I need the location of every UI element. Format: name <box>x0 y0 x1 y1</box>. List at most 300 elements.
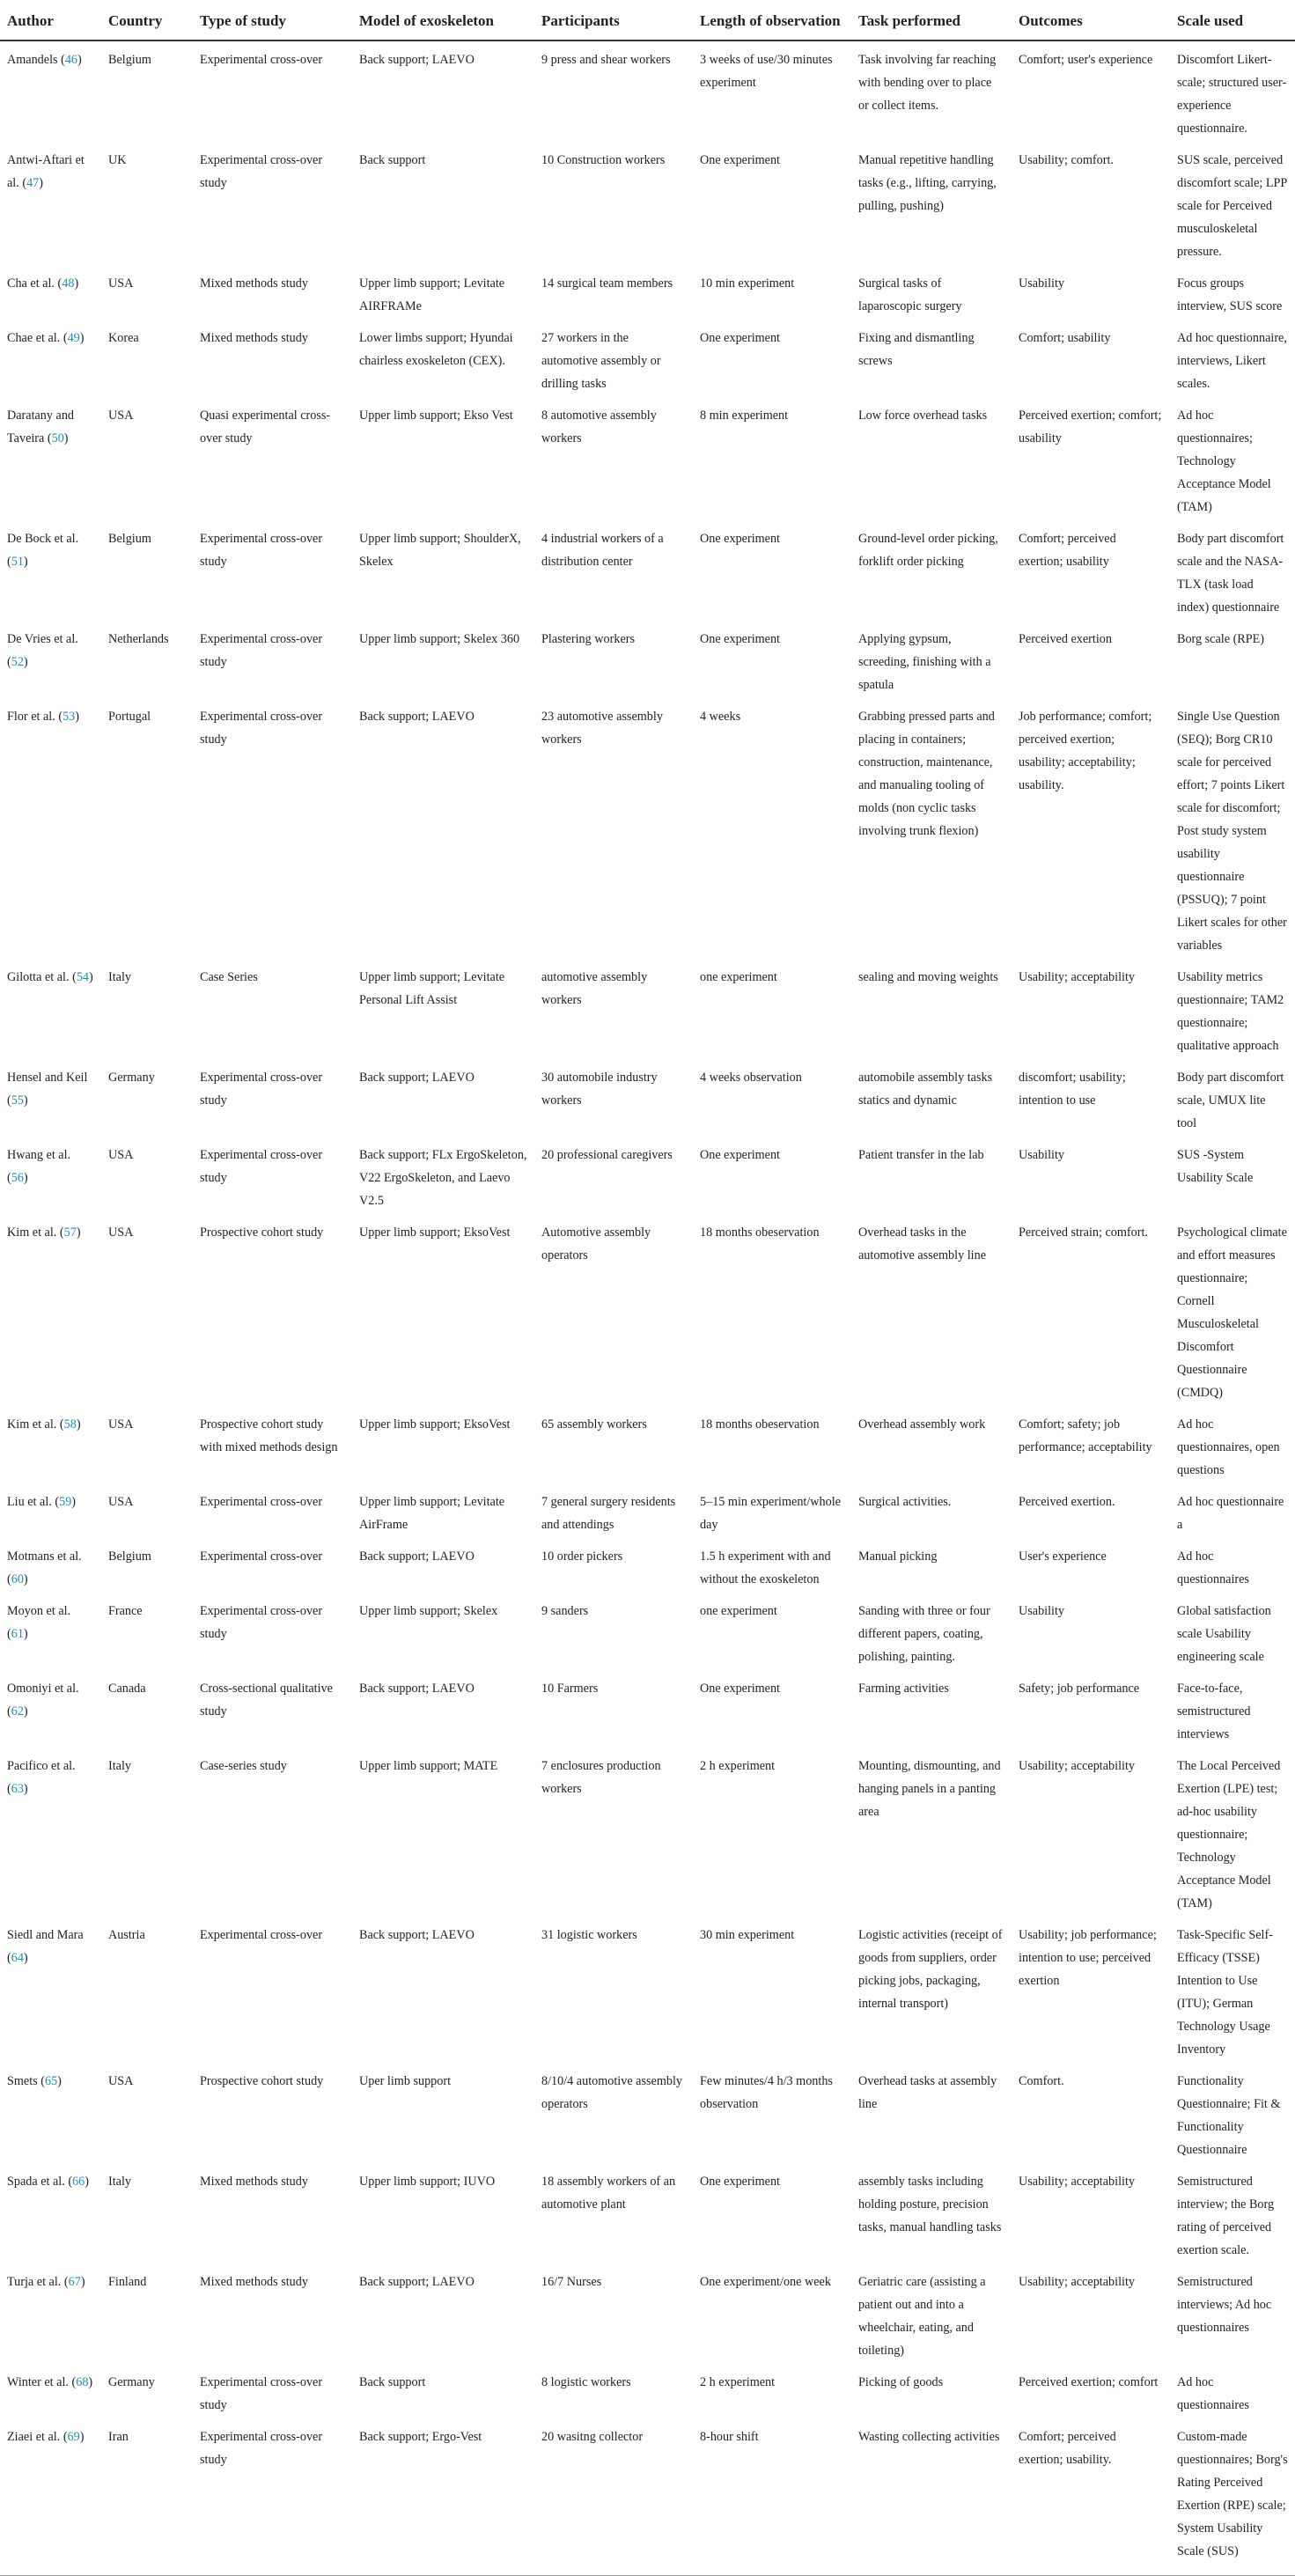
cell-model-of-exoskeleton: Back support; Ergo-Vest <box>352 2418 534 2576</box>
author-name: De Vries et al. <box>7 632 78 646</box>
cell-outcomes: Usability; acceptability <box>1019 1759 1135 1773</box>
reference-link[interactable]: 62 <box>11 1704 24 1719</box>
cell-scale-used: Task-Specific Self-Efficacy (TSSE) Intention to Use (ITU); German Technology Usage Inventory <box>1177 1928 1273 2057</box>
cell-scale-used: Discomfort Likert-scale; structured user-experience questionnaire. <box>1177 53 1287 136</box>
cell-author: Antwi-Aftari et al. (47) <box>7 153 85 190</box>
cell-type-of-study: Experimental cross-over study <box>200 1148 323 1185</box>
column-header-country: Country <box>101 0 193 40</box>
cell-author: Chae et al. (49) <box>7 331 85 345</box>
cell-author: Siedl and Mara (64) <box>7 1928 84 1965</box>
cell-outcomes: Usability; acceptability <box>1019 970 1135 984</box>
cell-model-of-exoskeleton: Back support <box>359 2375 426 2389</box>
cell-model-of-exoskeleton: Back support; LAEVO <box>359 53 475 67</box>
cell-author: De Bock et al. (51) <box>7 532 79 569</box>
cell-author: Amandels (46) <box>7 53 82 67</box>
cell-outcomes: Usability <box>1019 1604 1065 1618</box>
cell-length-of-observation: One experiment/one week <box>700 2275 831 2289</box>
cell-type-of-study: Mixed methods study <box>200 2275 308 2289</box>
cell-participants: 4 industrial workers of a distribution center <box>541 532 664 569</box>
author-name: Kim et al. <box>7 1225 57 1240</box>
cell-task-performed: Overhead tasks at assembly line <box>858 2074 997 2111</box>
cell-type-of-study: Experimental cross-over <box>200 1495 323 1509</box>
table-row <box>0 1483 1295 1538</box>
cell-author: Gilotta et al. (54) <box>7 970 93 984</box>
cell-country: Austria <box>108 1928 145 1942</box>
cell-country: USA <box>108 1495 134 1509</box>
cell-country: USA <box>108 408 134 423</box>
reference-link[interactable]: 68 <box>76 2375 89 2389</box>
cell-participants: 7 general surgery residents and attendings <box>541 1495 676 1532</box>
table-row <box>0 2163 1295 2263</box>
cell-scale-used: Body part discomfort scale and the NASA-TLX (task load index) questionnaire <box>1177 532 1284 615</box>
cell-participants: 10 order pickers <box>541 1549 623 1564</box>
cell-task-performed: assembly tasks including holding posture, precision tasks, manual handling tasks <box>858 2175 1002 2234</box>
table-row <box>0 1593 1295 1670</box>
reference-link[interactable]: 59 <box>59 1495 72 1509</box>
cell-scale-used: Ad hoc questionnaires <box>1177 2375 1249 2412</box>
cell-participants: Plastering workers <box>541 632 635 646</box>
cell-country: UK <box>108 153 127 167</box>
cell-model-of-exoskeleton: Upper limb support; IUVO <box>359 2175 496 2189</box>
cell-task-performed: Sanding with three or four different papers, coating, polishing, painting. <box>858 1604 990 1664</box>
cell-length-of-observation: 4 weeks <box>700 710 741 724</box>
cell-country: Iran <box>101 2418 193 2576</box>
cell-participants: 27 workers in the automotive assembly or drilling tasks <box>541 331 661 391</box>
cell-country: Portugal <box>108 710 151 724</box>
cell-length-of-observation: One experiment <box>700 1148 780 1162</box>
cell-author: Turja et al. (67) <box>7 2275 85 2289</box>
author-name: Omoniyi et al. <box>7 1682 79 1696</box>
cell-task-performed: Overhead tasks in the automotive assembly line <box>858 1225 986 1262</box>
cell-outcomes: Usability; comfort. <box>1019 153 1114 167</box>
cell-participants: 31 logistic workers <box>541 1928 637 1942</box>
cell-scale-used: Semistructured interviews; Ad hoc questionnaires <box>1177 2275 1272 2335</box>
table-row <box>0 2418 1295 2576</box>
cell-task-performed: Patient transfer in the lab <box>858 1148 984 1162</box>
reference-link[interactable]: 49 <box>67 331 80 345</box>
cell-task-performed: Geriatric care (assisting a patient out and into a wheelchair, eating, and toileting) <box>858 2275 986 2358</box>
cell-country: Belgium <box>108 53 151 67</box>
table-row <box>0 1670 1295 1748</box>
cell-model-of-exoskeleton: Back support; LAEVO <box>359 1071 475 1085</box>
cell-model-of-exoskeleton: Uper limb support <box>359 2074 452 2088</box>
cell-task-performed: Manual repetitive handling tasks (e.g., lifting, carrying, pulling, pushing) <box>858 153 997 213</box>
reference-link[interactable]: 54 <box>76 970 89 984</box>
cell-scale-used: Focus groups interview, SUS score <box>1177 276 1283 313</box>
header-row <box>0 0 1295 40</box>
cell-length-of-observation: One experiment <box>700 532 780 546</box>
table-row <box>0 40 1295 142</box>
cell-outcomes: Perceived strain; comfort. <box>1019 1225 1148 1240</box>
cell-participants: 9 sanders <box>541 1604 589 1618</box>
cell-task-performed: Fixing and dismantling screws <box>858 331 975 368</box>
author-name: Chae et al. <box>7 331 61 345</box>
cell-participants: Automotive assembly operators <box>541 1225 651 1262</box>
cell-participants: 9 press and shear workers <box>541 53 671 67</box>
cell-participants: 8 logistic workers <box>541 2375 631 2389</box>
cell-task-performed: Overhead assembly work <box>858 1417 986 1432</box>
cell-type-of-study: Prospective cohort study with mixed methods design <box>200 1417 338 1454</box>
table-body <box>0 40 1295 2576</box>
cell-length-of-observation: 4 weeks observation <box>700 1071 802 1085</box>
reference-link[interactable]: 50 <box>51 431 64 445</box>
table-row <box>0 1059 1295 1137</box>
reference-link[interactable]: 52 <box>11 655 24 669</box>
cell-model-of-exoskeleton: Upper limb support; Levitate AIRFRAMe <box>359 276 505 313</box>
cell-type-of-study: Experimental cross-over study <box>200 1071 323 1108</box>
cell-outcomes: Comfort. <box>1019 2074 1064 2088</box>
cell-length-of-observation: One experiment <box>700 331 780 345</box>
cell-task-performed: sealing and moving weights <box>858 970 998 984</box>
cell-type-of-study: Experimental cross-over study <box>200 1604 323 1641</box>
column-header-type-of-study: Type of study <box>193 0 352 40</box>
table-row <box>0 698 1295 959</box>
cell-length-of-observation: One experiment <box>700 632 780 646</box>
cell-outcomes: User's experience <box>1019 1549 1107 1564</box>
cell-type-of-study: Case Series <box>200 970 258 984</box>
author-name: Daratany and Taveira <box>7 408 75 445</box>
cell-scale-used: The Local Perceived Exertion (LPE) test; ad-hoc usability questionnaire; Technology Acceptance Model (TAM) <box>1177 1759 1281 1910</box>
reference-link[interactable]: 57 <box>63 1225 77 1240</box>
reference-link[interactable]: 47 <box>26 176 40 190</box>
cell-outcomes: Comfort; usability <box>1019 331 1111 345</box>
author-name: Siedl and Mara <box>7 1928 84 1942</box>
author-name: Motmans et al. <box>7 1549 82 1564</box>
cell-length-of-observation: 10 min experiment <box>700 276 795 291</box>
cell-type-of-study: Experimental cross-over <box>200 53 323 67</box>
cell-outcomes: Comfort; safety; job performance; acceptability <box>1019 1417 1152 1454</box>
cell-outcomes: Usability; job performance; intention to use; perceived exertion <box>1019 1928 1157 1988</box>
cell-outcomes: Usability <box>1019 276 1065 291</box>
cell-length-of-observation: 8-hour shift <box>693 2418 851 2576</box>
cell-model-of-exoskeleton: Upper limb support; Levitate Personal Lift Assist <box>359 970 505 1007</box>
cell-model-of-exoskeleton: Upper limb support; ShoulderX, Skelex <box>359 532 521 569</box>
column-header-participants: Participants <box>534 0 693 40</box>
cell-task-performed: Applying gypsum, screeding, finishing with a spatula <box>858 632 991 692</box>
cell-participants: 16/7 Nurses <box>541 2275 602 2289</box>
reference-link[interactable]: 60 <box>11 1572 24 1586</box>
cell-task-performed: Manual picking <box>858 1549 938 1564</box>
column-header-author: Author <box>0 0 101 40</box>
cell-task-performed: Grabbing pressed parts and placing in containers; construction, maintenance, and manualing tooling of molds (non cyclic tasks involving trunk flexion) <box>858 710 995 838</box>
cell-participants: 23 automotive assembly workers <box>541 710 663 747</box>
table-row <box>0 1917 1295 2063</box>
cell-scale-used: Single Use Question (SEQ); Borg CR10 scale for perceived effort; 7 points Likert scale for discomfort; Post study system usability questionnaire (PSSUQ); 7 point Likert scales for other variables <box>1177 710 1287 953</box>
cell-length-of-observation: 2 h experiment <box>700 1759 776 1773</box>
cell-scale-used: Psychological climate and effort measures questionnaire; Cornell Musculoskeletal Discomfort Questionnaire (CMDQ) <box>1177 1225 1287 1400</box>
author-name: Smets <box>7 2074 38 2088</box>
author-name: Cha et al. <box>7 276 55 291</box>
cell-type-of-study: Mixed methods study <box>200 331 308 345</box>
cell-task-performed: Mounting, dismounting, and hanging panels in a panting area <box>858 1759 1001 1819</box>
cell-outcomes: Usability; acceptability <box>1019 2175 1135 2189</box>
cell-country: USA <box>108 276 134 291</box>
cell-participants: 8 automotive assembly workers <box>541 408 657 445</box>
cell-country: Belgium <box>108 1549 151 1564</box>
cell-author: Moyon et al. (61) <box>7 1604 71 1641</box>
table-row <box>0 959 1295 1059</box>
reference-link[interactable]: 51 <box>11 555 24 569</box>
table-row <box>0 621 1295 698</box>
cell-type-of-study: Experimental cross-over <box>200 1549 323 1564</box>
cell-outcomes: Perceived exertion <box>1019 632 1112 646</box>
cell-type-of-study: Prospective cohort study <box>200 1225 324 1240</box>
author-name: Ziaei et al. <box>7 2430 61 2444</box>
cell-scale-used: Usability metrics questionnaire; TAM2 questionnaire; qualitative approach <box>1177 970 1284 1053</box>
cell-author: Cha et al. (48) <box>7 276 79 291</box>
cell-outcomes: Perceived exertion; comfort; usability <box>1019 408 1162 445</box>
cell-scale-used: Ad hoc questionnaire a <box>1177 1495 1284 1532</box>
cell-country: USA <box>108 1417 134 1432</box>
reference-link[interactable]: 61 <box>11 1627 24 1641</box>
cell-length-of-observation: 3 weeks of use/30 minutes experiment <box>700 53 833 90</box>
cell-model-of-exoskeleton: Upper limb support; Ekso Vest <box>359 408 513 423</box>
cell-model-of-exoskeleton: Upper limb support; Skelex 360 <box>359 632 520 646</box>
table-row <box>0 397 1295 520</box>
cell-author: Hwang et al. (56) <box>7 1148 71 1185</box>
cell-country: France <box>108 1604 143 1618</box>
cell-length-of-observation: 5–15 min experiment/whole day <box>700 1495 841 1532</box>
cell-length-of-observation: 8 min experiment <box>700 408 789 423</box>
cell-model-of-exoskeleton: Lower limbs support; Hyundai chairless exoskeleton (CEX). <box>359 331 513 368</box>
author-name: Gilotta et al. <box>7 970 70 984</box>
cell-task-performed: Wasting collecting activities <box>851 2418 1012 2576</box>
cell-outcomes: Perceived exertion. <box>1019 1495 1115 1509</box>
cell-country: Italy <box>108 2175 131 2189</box>
cell-type-of-study: Mixed methods study <box>200 2175 308 2189</box>
cell-country: Canada <box>108 1682 146 1696</box>
cell-outcomes: Perceived exertion; comfort <box>1019 2375 1159 2389</box>
author-name: Hensel and Keil <box>7 1071 88 1085</box>
cell-length-of-observation: One experiment <box>700 153 780 167</box>
cell-country: USA <box>108 1225 134 1240</box>
cell-participants: 14 surgical team members <box>541 276 673 291</box>
table-row <box>0 2263 1295 2364</box>
cell-task-performed: Low force overhead tasks <box>858 408 988 423</box>
cell-model-of-exoskeleton: Upper limb support; MATE <box>359 1759 498 1773</box>
cell-country: Germany <box>108 2375 155 2389</box>
cell-task-performed: Task involving far reaching with bending over to place or collect items. <box>858 53 997 113</box>
cell-task-performed: Logistic activities (receipt of goods from suppliers, order picking jobs, packaging, internal transport) <box>858 1928 1003 2011</box>
table-header <box>0 0 1295 40</box>
cell-participants: 20 wasitng collector <box>534 2418 693 2576</box>
cell-participants: 10 Construction workers <box>541 153 666 167</box>
cell-type-of-study: Experimental cross-over study <box>200 153 323 190</box>
cell-type-of-study: Experimental cross-over study <box>200 532 323 569</box>
cell-author: Pacifico et al. (63) <box>7 1759 76 1796</box>
cell-task-performed: Farming activities <box>858 1682 949 1696</box>
table-row <box>0 320 1295 397</box>
cell-author: Kim et al. (57) <box>7 1225 81 1240</box>
table-row <box>0 1748 1295 1917</box>
cell-type-of-study: Case-series study <box>200 1759 287 1773</box>
reference-link[interactable]: 69 <box>67 2430 80 2444</box>
cell-scale-used: Body part discomfort scale, UMUX lite tool <box>1177 1071 1284 1130</box>
reference-link[interactable]: 64 <box>11 1951 24 1965</box>
author-name: Turja et al. <box>7 2275 62 2289</box>
cell-author: Omoniyi et al. (62) <box>7 1682 79 1719</box>
cell-type-of-study: Experimental cross-over study <box>200 632 323 669</box>
cell-scale-used: Ad hoc questionnaire, interviews, Likert scales. <box>1177 331 1287 391</box>
table-row <box>0 520 1295 621</box>
cell-outcomes: Usability <box>1019 1148 1065 1162</box>
cell-country: Netherlands <box>108 632 169 646</box>
reference-link[interactable]: 55 <box>11 1093 24 1108</box>
cell-author: Flor et al. (53) <box>7 710 79 724</box>
cell-scale-used: Borg scale (RPE) <box>1177 632 1265 646</box>
column-header-outcomes: Outcomes <box>1012 0 1170 40</box>
cell-country: Germany <box>108 1071 155 1085</box>
cell-scale-used: Functionality Questionnaire; Fit & Functionality Questionnaire <box>1177 2074 1281 2157</box>
cell-author: Winter et al. (68) <box>7 2375 93 2389</box>
author-name: Kim et al. <box>7 1417 57 1432</box>
column-header-model-of-exoskeleton: Model of exoskeleton <box>352 0 534 40</box>
cell-length-of-observation: 2 h experiment <box>700 2375 776 2389</box>
reference-link[interactable]: 63 <box>11 1782 24 1796</box>
cell-model-of-exoskeleton: Back support <box>359 153 426 167</box>
cell-length-of-observation: 18 months obeservation <box>700 1417 820 1432</box>
cell-country: Finland <box>108 2275 147 2289</box>
table-row <box>0 2364 1295 2418</box>
cell-model-of-exoskeleton: Back support; LAEVO <box>359 710 475 724</box>
cell-type-of-study: Experimental cross-over study <box>200 2375 323 2412</box>
column-header-length-of-observation: Length of observation <box>693 0 851 40</box>
cell-participants: 18 assembly workers of an automotive plant <box>541 2175 676 2212</box>
cell-author: Kim et al. (58) <box>7 1417 81 1432</box>
cell-author: Hensel and Keil (55) <box>7 1071 88 1108</box>
cell-length-of-observation: 1.5 h experiment with and without the exoskeleton <box>700 1549 831 1586</box>
cell-length-of-observation: One experiment <box>700 1682 780 1696</box>
cell-model-of-exoskeleton: Upper limb support; Skelex <box>359 1604 498 1618</box>
cell-outcomes: Comfort; user's experience <box>1019 53 1153 67</box>
cell-model-of-exoskeleton: Back support; LAEVO <box>359 1682 475 1696</box>
cell-author: Smets (65) <box>7 2074 62 2088</box>
cell-task-performed: Surgical tasks of laparoscopic surgery <box>858 276 962 313</box>
author-name: Spada et al. <box>7 2175 65 2189</box>
reference-link[interactable]: 46 <box>64 53 77 67</box>
cell-scale-used: Ad hoc questionnaires; Technology Acceptance Model (TAM) <box>1177 408 1271 514</box>
cell-model-of-exoskeleton: Back support; LAEVO <box>359 1928 475 1942</box>
cell-author: Spada et al. (66) <box>7 2175 89 2189</box>
cell-type-of-study: Mixed methods study <box>200 276 308 291</box>
table-row <box>0 1406 1295 1483</box>
cell-type-of-study: Cross-sectional qualitative study <box>200 1682 333 1719</box>
reference-link[interactable]: 67 <box>68 2275 81 2289</box>
reference-link[interactable]: 65 <box>44 2074 58 2088</box>
cell-participants: 7 enclosures production workers <box>541 1759 661 1796</box>
cell-length-of-observation: one experiment <box>700 1604 777 1618</box>
cell-author: Liu et al. (59) <box>7 1495 77 1509</box>
cell-type-of-study: Quasi experimental cross-over study <box>200 408 331 445</box>
author-name: De Bock et al. <box>7 532 79 546</box>
cell-model-of-exoskeleton: Upper limb support; EksoVest <box>359 1417 511 1432</box>
cell-outcomes: Comfort; perceived exertion; usability. <box>1012 2418 1170 2576</box>
cell-model-of-exoskeleton: Upper limb support; EksoVest <box>359 1225 511 1240</box>
reference-link[interactable]: 56 <box>11 1171 24 1185</box>
column-header-scale-used: Scale used <box>1170 0 1295 40</box>
author-name: Amandels <box>7 53 58 67</box>
author-name: Liu et al. <box>7 1495 52 1509</box>
author-name: Moyon et al. <box>7 1604 71 1618</box>
cell-participants: automotive assembly workers <box>541 970 648 1007</box>
cell-country: Italy <box>108 1759 131 1773</box>
reference-link[interactable]: 48 <box>62 276 75 291</box>
cell-participants: 10 Farmers <box>541 1682 599 1696</box>
cell-participants: 65 assembly workers <box>541 1417 647 1432</box>
cell-author: Daratany and Taveira (50) <box>7 408 75 445</box>
cell-type-of-study: Experimental cross-over study <box>200 710 323 747</box>
cell-scale-used: Ad hoc questionnaires <box>1177 1549 1249 1586</box>
cell-model-of-exoskeleton: Upper limb support; Levitate AirFrame <box>359 1495 505 1532</box>
cell-scale-used: Face-to-face, semistructured interviews <box>1177 1682 1251 1741</box>
author-name: Winter et al. <box>7 2375 69 2389</box>
table-row <box>0 1214 1295 1406</box>
cell-task-performed: automobile assembly tasks statics and dynamic <box>858 1071 993 1108</box>
author-name: Hwang et al. <box>7 1148 71 1162</box>
table-row <box>0 265 1295 320</box>
cell-outcomes: Usability; acceptability <box>1019 2275 1135 2289</box>
reference-link[interactable]: 58 <box>63 1417 77 1432</box>
cell-length-of-observation: One experiment <box>700 2175 780 2189</box>
author-name: Pacifico et al. <box>7 1759 76 1773</box>
author-name: Flor et al. <box>7 710 55 724</box>
column-header-task-performed: Task performed <box>851 0 1012 40</box>
cell-scale-used: SUS -System Usability Scale <box>1177 1148 1254 1185</box>
cell-scale-used: Global satisfaction scale Usability engineering scale <box>1177 1604 1271 1664</box>
cell-type-of-study: Prospective cohort study <box>200 2074 324 2088</box>
cell-scale-used: Ad hoc questionnaires, open questions <box>1177 1417 1280 1477</box>
reference-link[interactable]: 66 <box>72 2175 85 2189</box>
cell-model-of-exoskeleton: Back support; FLx ErgoSkeleton, V22 ErgoSkeleton, and Laevo V2.5 <box>359 1148 527 1208</box>
cell-length-of-observation: one experiment <box>700 970 777 984</box>
cell-scale-used: Semistructured interview; the Borg rating of perceived exertion scale. <box>1177 2175 1275 2257</box>
cell-country: Korea <box>108 331 139 345</box>
cell-type-of-study: Experimental cross-over study <box>193 2418 352 2576</box>
cell-participants: 30 automobile industry workers <box>541 1071 658 1108</box>
cell-length-of-observation: 18 months obeservation <box>700 1225 820 1240</box>
cell-length-of-observation: 30 min experiment <box>700 1928 795 1942</box>
cell-author: De Vries et al. (52) <box>7 632 78 669</box>
cell-length-of-observation: Few minutes/4 h/3 months observation <box>700 2074 833 2111</box>
cell-task-performed: Ground-level order picking, forklift order picking <box>858 532 998 569</box>
cell-type-of-study: Experimental cross-over <box>200 1928 323 1942</box>
cell-task-performed: Picking of goods <box>858 2375 944 2389</box>
cell-country: Italy <box>108 970 131 984</box>
cell-scale-used: SUS scale, perceived discomfort scale; LPP scale for Perceived musculoskeletal pressure. <box>1177 153 1287 259</box>
cell-participants: 20 professional caregivers <box>541 1148 673 1162</box>
table-row <box>0 142 1295 265</box>
cell-country: USA <box>108 1148 134 1162</box>
cell-outcomes: Comfort; perceived exertion; usability <box>1019 532 1116 569</box>
table-row <box>0 1538 1295 1593</box>
cell-country: Belgium <box>108 532 151 546</box>
cell-author: Motmans et al. (60) <box>7 1549 82 1586</box>
cell-task-performed: Surgical activities. <box>858 1495 952 1509</box>
cell-model-of-exoskeleton: Back support; LAEVO <box>359 1549 475 1564</box>
cell-model-of-exoskeleton: Back support; LAEVO <box>359 2275 475 2289</box>
cell-outcomes: Safety; job performance <box>1019 1682 1140 1696</box>
cell-author: Ziaei et al. (69) <box>0 2418 101 2576</box>
cell-participants: 8/10/4 automotive assembly operators <box>541 2074 682 2111</box>
cell-scale-used: Custom-made questionnaires; Borg's Rating Perceived Exertion (RPE) scale; System Usability Scale (SUS) <box>1170 2418 1295 2576</box>
cell-outcomes: Job performance; comfort; perceived exertion; usability; acceptability; usability. <box>1019 710 1152 792</box>
reference-link[interactable]: 53 <box>63 710 76 724</box>
table-row <box>0 2063 1295 2163</box>
table-row <box>0 1137 1295 1214</box>
author-name: Antwi-Aftari et al. <box>7 153 85 190</box>
cell-country: USA <box>108 2074 134 2088</box>
cell-outcomes: discomfort; usability; intention to use <box>1019 1071 1126 1108</box>
